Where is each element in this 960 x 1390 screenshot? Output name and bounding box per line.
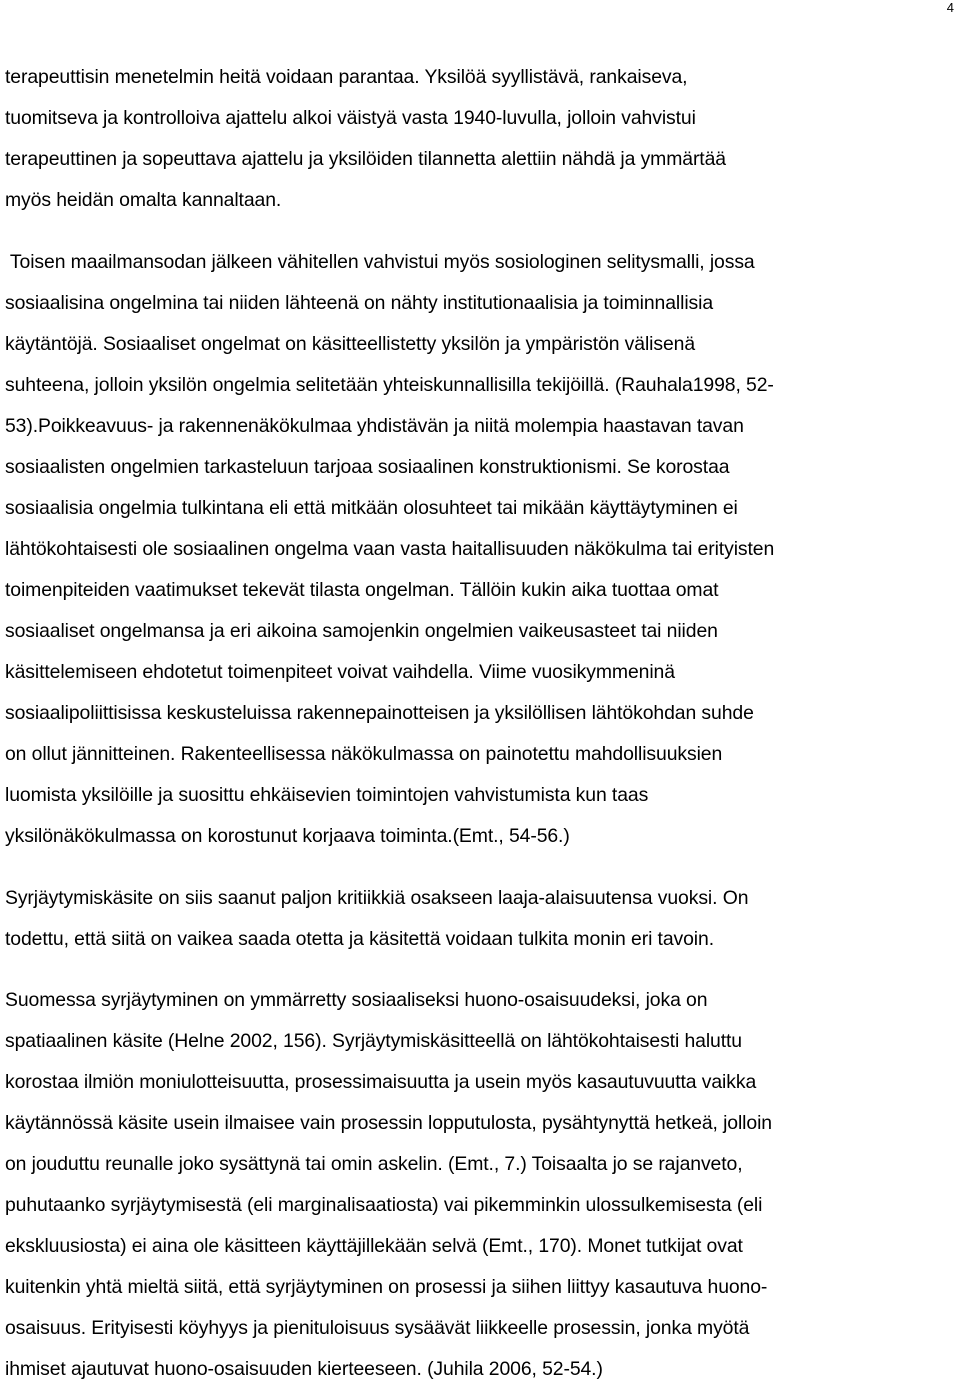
page-number: 4 bbox=[946, 0, 954, 15]
text-line: spatiaalinen käsite (Helne 2002, 156). Syrjäytymiskäsitteellä on lähtökohtaisesti haluttu bbox=[5, 1030, 742, 1052]
text-line: todettu, että siitä on vaikea saada otetta ja käsitettä voidaan tulkita monin eri tavoin. bbox=[5, 928, 714, 950]
paragraph-3 bbox=[5, 878, 955, 960]
paragraph-2 bbox=[5, 242, 955, 857]
text-line: sosiaalisina ongelmina tai niiden lähteenä on nähty institutionaalisia ja toiminnallisia bbox=[5, 292, 714, 314]
text-line: puhutaanko syrjäytymisestä (eli marginalisaatiosta) vai pikemminkin ulossulkemisesta (eli bbox=[5, 1194, 763, 1216]
paragraph-1 bbox=[5, 57, 955, 221]
text-line: osaisuus. Erityisesti köyhyys ja pienituloisuus sysäävät liikkeelle prosessin, jonka myötä bbox=[5, 1317, 750, 1339]
text-line: 53).Poikkeavuus- ja rakennenäkökulmaa yhdistävän ja niitä molempia haastavan tavan bbox=[5, 415, 744, 437]
text-line: tuomitseva ja kontrolloiva ajattelu alkoi väistyä vasta 1940-luvulla, jolloin vahvistui bbox=[5, 107, 696, 129]
text-line: käytäntöjä. Sosiaaliset ongelmat on käsitteellistetty yksilön ja ympäristön välisenä bbox=[5, 333, 696, 355]
text-line: lähtökohtaisesti ole sosiaalinen ongelma vaan vasta haitallisuuden näkökulma tai erityisten bbox=[5, 538, 775, 560]
text-line: luomista yksilöille ja suosittu ehkäisevien toimintojen vahvistumista kun taas bbox=[5, 784, 649, 806]
text-line: Syrjäytymiskäsite on siis saanut paljon kritiikkiä osakseen laaja-alaisuutensa vuoksi. On bbox=[5, 887, 749, 909]
text-line: terapeuttinen ja sopeuttava ajattelu ja yksilöiden tilannetta alettiin nähdä ja ymmärtää bbox=[5, 148, 726, 170]
text-line: myös heidän omalta kannaltaan. bbox=[5, 189, 282, 211]
text-line: sosiaaliset ongelmansa ja eri aikoina samojenkin ongelmien vaikeusasteet tai niiden bbox=[5, 620, 718, 642]
text-line: Suomessa syrjäytyminen on ymmärretty sosiaaliseksi huono-osaisuudeksi, joka on bbox=[5, 989, 708, 1011]
text-line: ihmiset ajautuvat huono-osaisuuden kierteeseen. (Juhila 2006, 52-54.) bbox=[5, 1358, 603, 1380]
text-line: suhteena, jolloin yksilön ongelmia selitetään yhteiskunnallisilla tekijöillä. (Rauhala1998, 52- bbox=[5, 374, 774, 396]
text-line: terapeuttisin menetelmin heitä voidaan parantaa. Yksilöä syyllistävä, rankaiseva, bbox=[5, 66, 688, 88]
text-line: sosiaalisia ongelmia tulkintana eli että mitkään olosuhteet tai mikään käyttäytyminen ei bbox=[5, 497, 738, 519]
text-line: korostaa ilmiön moniulotteisuutta, prosessimaisuutta ja usein myös kasautuvuutta vaikka bbox=[5, 1071, 757, 1093]
paragraph-4 bbox=[5, 980, 955, 1390]
text-line: toimenpiteiden vaatimukset tekevät tilasta ongelman. Tällöin kukin aika tuottaa omat bbox=[5, 579, 719, 601]
text-line: sosiaalipoliittisissa keskusteluissa rakennepainotteisen ja yksilöllisen lähtökohdan suhde bbox=[5, 702, 754, 724]
text-line: yksilönäkökulmassa on korostunut korjaava toiminta.(Emt., 54-56.) bbox=[5, 825, 570, 847]
text-line: sosiaalisten ongelmien tarkasteluun tarjoaa sosiaalinen konstruktionismi. Se korostaa bbox=[5, 456, 730, 478]
text-line: käsittelemiseen ehdotetut toimenpiteet voivat vaihdella. Viime vuosikymmeninä bbox=[5, 661, 675, 683]
text-line: kuitenkin yhtä mieltä siitä, että syrjäytyminen on prosessi ja siihen liittyy kasautuva huono- bbox=[5, 1276, 768, 1298]
text-line: käytännössä käsite usein ilmaisee vain prosessin lopputulosta, pysähtynyttä hetkeä, jolloin bbox=[5, 1112, 772, 1134]
text-line: ekskluusiosta) ei aina ole käsitteen käyttäjillekään selvä (Emt., 170). Monet tutkijat ovat bbox=[5, 1235, 743, 1257]
text-line: on ollut jännitteinen. Rakenteellisessa näkökulmassa on painotettu mahdollisuuksien bbox=[5, 743, 723, 765]
text-line: Toisen maailmansodan jälkeen vähitellen vahvistui myös sosiologinen selitysmalli, jossa bbox=[5, 251, 755, 273]
text-line: on jouduttu reunalle joko sysättynä tai omin askelin. (Emt., 7.) Toisaalta jo se rajanveto, bbox=[5, 1153, 743, 1175]
